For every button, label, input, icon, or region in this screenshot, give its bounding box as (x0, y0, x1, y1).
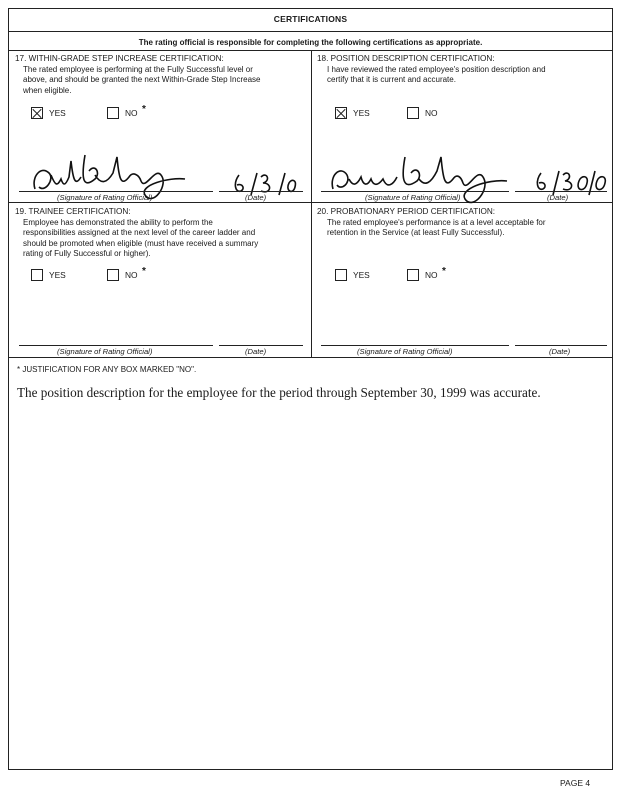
text-line: Employee has demonstrated the ability to perform the (23, 218, 213, 227)
text-line: retention in the Service (at least Fully Successful). (327, 228, 505, 238)
section-20-date-caption: (Date) (549, 347, 571, 356)
section-18-signature-caption: (Signature of Rating Official) (365, 193, 461, 202)
text-line: rating of Fully Successful or higher). (23, 249, 151, 259)
section-19-signature-caption: (Signature of Rating Official) (57, 347, 153, 356)
section-18-date-caption: (Date) (547, 193, 569, 202)
section-17-date-line (219, 191, 303, 192)
section-20-signature-line (321, 345, 509, 346)
section-18-signature-line (321, 191, 509, 192)
section-19-yes-checkbox[interactable] (31, 269, 43, 281)
section-19-no-label: NO (125, 270, 138, 280)
section-18-title: 18. POSITION DESCRIPTION CERTIFICATION: (317, 54, 495, 63)
section-17-yes-label: YES (49, 108, 66, 118)
page-number: PAGE 4 (560, 778, 591, 788)
text-line: certify that it is current and accurate. (327, 75, 456, 85)
text-line: should be promoted when eligible (must have received a summary (23, 238, 259, 248)
text-line: The rated employee's performance is at a level acceptable for (327, 218, 546, 227)
section-17-text (23, 65, 260, 96)
row-divider (9, 357, 612, 358)
text-line: responsibilities assigned at the next level of the career ladder and (23, 228, 256, 238)
section-20-date-line (515, 345, 607, 346)
section-18-handwritten-date (531, 167, 607, 199)
section-19-date-caption: (Date) (245, 347, 267, 356)
column-divider (311, 50, 312, 357)
section-19-title: 19. TRAINEE CERTIFICATION: (15, 207, 131, 216)
section-17-yes-checkbox[interactable] (31, 107, 43, 119)
section-20-yes-checkbox[interactable] (335, 269, 347, 281)
section-18-yes-checkbox[interactable] (335, 107, 347, 119)
text-line: when eligible. (23, 85, 72, 95)
section-20-title: 20. PROBATIONARY PERIOD CERTIFICATION: (317, 207, 496, 216)
section-17-no-checkbox[interactable] (107, 107, 119, 119)
section-18-no-label: NO (425, 108, 438, 118)
section-20-text (327, 218, 546, 239)
section-20-no-label: NO (425, 270, 438, 280)
section-19-no-asterisk: * (142, 266, 146, 277)
section-17-signature-line (19, 191, 213, 192)
section-17-no-label: NO (125, 108, 138, 118)
section-20-no-asterisk: * (442, 266, 446, 277)
section-19-date-line (219, 345, 303, 346)
section-18-text (327, 65, 546, 86)
section-19-yes-label: YES (49, 270, 66, 280)
section-17-signature-caption: (Signature of Rating Official) (57, 193, 153, 202)
text-line: above, and should be granted the next Within-Grade Step Increase (23, 75, 261, 85)
section-20-yes-label: YES (353, 270, 370, 280)
section-17-no-asterisk: * (142, 104, 146, 115)
form-title: CERTIFICATIONS (273, 14, 348, 24)
justification-label: * JUSTIFICATION FOR ANY BOX MARKED "NO". (17, 365, 197, 374)
section-19-signature-line (19, 345, 213, 346)
section-19-no-checkbox[interactable] (107, 269, 119, 281)
section-17-title: 17. WITHIN-GRADE STEP INCREASE CERTIFICATION: (15, 54, 224, 63)
section-17-date-caption: (Date) (245, 193, 267, 202)
section-20-signature-caption: (Signature of Rating Official) (357, 347, 453, 356)
section-18-date-line (515, 191, 607, 192)
section-18-yes-label: YES (353, 108, 370, 118)
divider (9, 31, 612, 32)
section-19-text (23, 218, 258, 260)
text-line: The rated employee is performing at the Fully Successful level or (23, 65, 253, 74)
text-line: I have reviewed the rated employee's position description and (327, 65, 546, 74)
form-instruction: The rating official is responsible for completing the following certifications as appropriate. (138, 38, 483, 47)
section-18-no-checkbox[interactable] (407, 107, 419, 119)
certifications-form (8, 8, 613, 770)
section-20-no-checkbox[interactable] (407, 269, 419, 281)
justification-text[interactable]: The position description for the employee for the period through September 30, 1999 was accurate. (17, 385, 541, 400)
